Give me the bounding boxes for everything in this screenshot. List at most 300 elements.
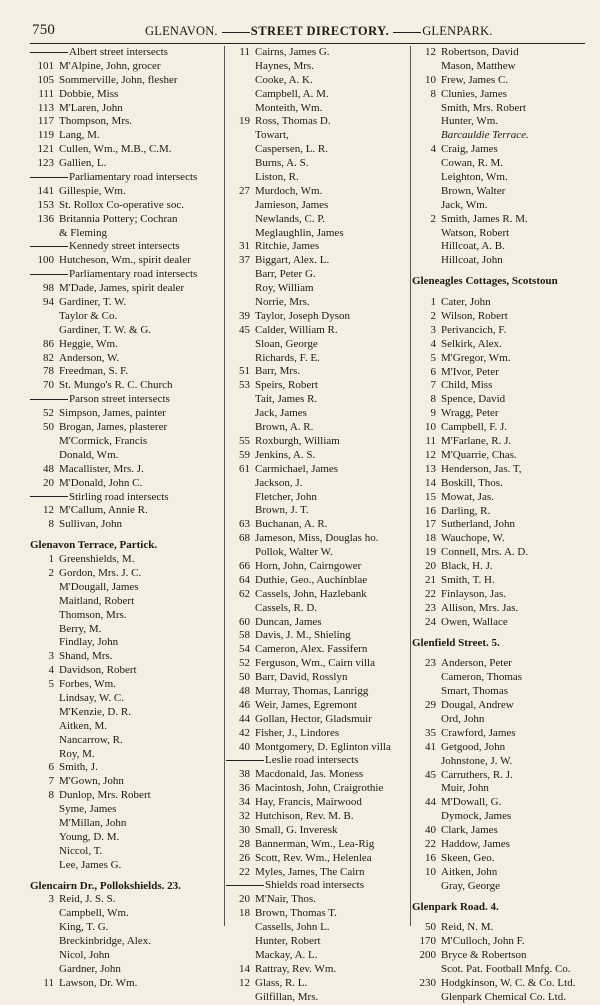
resident-name-continued: Watson, Robert — [441, 226, 510, 239]
directory-entry — [412, 213, 588, 227]
house-number: 6 — [48, 761, 54, 774]
directory-entry — [412, 518, 588, 532]
house-number: 101 — [37, 59, 54, 72]
directory-entry — [226, 407, 409, 421]
resident-name: Brogan, James, plasterer — [59, 421, 168, 434]
directory-entry — [30, 907, 223, 921]
resident-name: Calder, William R. — [255, 323, 338, 336]
resident-name: Lang, M. — [59, 129, 100, 142]
directory-entry — [412, 254, 588, 268]
directory-entry — [30, 817, 223, 831]
resident-name-continued: Newlands, C. P. — [255, 212, 325, 225]
resident-name: Greenshields, M. — [59, 553, 135, 566]
resident-name: Macdonald, Jas. Moness — [255, 768, 364, 781]
directory-entry — [226, 991, 409, 1005]
resident-name: Gollan, Hector, Gladsmuir — [255, 712, 372, 725]
intersection-text: Stirling road intersects — [69, 490, 169, 503]
directory-entry — [30, 921, 223, 935]
house-number: 52 — [43, 407, 54, 420]
resident-name-continued: Aitken, M. — [59, 719, 107, 732]
resident-name-continued: Brown, Walter — [441, 184, 506, 197]
directory-entry — [226, 365, 409, 379]
house-number: 12 — [425, 46, 436, 58]
resident-name: Davis, J. M., Shieling — [255, 629, 351, 642]
directory-entry — [412, 602, 588, 616]
resident-name: Montgomery, D. Eglinton villa — [255, 740, 391, 753]
running-head-title: STREET DIRECTORY. — [250, 24, 390, 38]
resident-name: Smith, J. — [59, 761, 98, 774]
directory-entry — [412, 296, 588, 310]
page-header — [30, 22, 585, 40]
resident-name: Lawson, Dr. Wm. — [59, 976, 138, 989]
directory-entry — [30, 213, 223, 227]
resident-name: Wauchope, W. — [441, 532, 505, 545]
resident-name: Cairns, James G. — [255, 46, 330, 58]
resident-name: M'Alpine, John, grocer — [59, 59, 161, 72]
spacer — [30, 873, 223, 880]
resident-name: Freedman, S. F. — [59, 365, 129, 378]
resident-name: Hutchison, Rev. M. B. — [255, 809, 354, 822]
resident-name-continued: Campbell, A. M. — [255, 87, 329, 100]
directory-entry — [226, 616, 409, 630]
house-number: 10 — [425, 865, 436, 878]
intersect-rule — [30, 399, 68, 400]
resident-name: Dobbie, Miss — [59, 87, 119, 100]
directory-entry — [30, 504, 223, 518]
intersection-text: Kennedy street intersects — [69, 240, 180, 253]
directory-entry — [30, 88, 223, 102]
resident-name: Mowat, Jas. — [441, 490, 494, 503]
house-number: 170 — [419, 935, 436, 948]
house-number: 18 — [425, 532, 436, 545]
directory-entry — [30, 157, 223, 171]
house-number: 2 — [48, 566, 54, 579]
house-number: 16 — [425, 851, 436, 864]
resident-name: Ross, Thomas D. — [255, 115, 331, 128]
resident-name-continued: Gray, George — [441, 879, 500, 892]
directory-entry — [412, 949, 588, 963]
resident-name-continued: Glenpark Chemical Co. Ltd. — [441, 990, 566, 1003]
directory-entry — [226, 574, 409, 588]
resident-name-continued: Maitland, Robert — [59, 594, 135, 607]
resident-name-continued: Hillcoat, John — [441, 254, 503, 267]
resident-name: St. Mungo's R. C. Church — [59, 379, 173, 392]
house-number: 14 — [239, 962, 250, 975]
resident-name: Duncan, James — [255, 615, 322, 628]
resident-name: Glass, R. L. — [255, 976, 308, 989]
house-number: 2 — [430, 310, 436, 323]
house-number: 153 — [37, 198, 54, 211]
house-number: 121 — [37, 143, 54, 156]
resident-name-continued: M'Dougall, James — [59, 580, 139, 593]
directory-entry — [412, 379, 588, 393]
resident-name: Perivancich, F. — [441, 323, 507, 336]
terrace-subheading — [412, 129, 588, 143]
directory-entry — [412, 838, 588, 852]
directory-entry — [226, 921, 409, 935]
house-number: 40 — [239, 740, 250, 753]
resident-name: Duthie, Geo., Auchinblae — [255, 573, 368, 586]
directory-entry — [412, 74, 588, 88]
directory-entry — [226, 838, 409, 852]
house-number: 24 — [425, 615, 436, 628]
resident-name: M'Culloch, John F. — [441, 935, 525, 948]
directory-entry — [412, 755, 588, 769]
intersection-note — [30, 393, 223, 407]
resident-name: Aitken, John — [441, 865, 498, 878]
resident-name: Boskill, Thos. — [441, 476, 503, 489]
intersection-text: Shields road intersects — [265, 879, 364, 892]
resident-name: Jenkins, A. S. — [255, 448, 316, 461]
directory-entry — [226, 60, 409, 74]
directory-entry — [412, 782, 588, 796]
directory-entry — [30, 734, 223, 748]
directory-entry — [30, 720, 223, 734]
resident-name: Macallister, Mrs. J. — [59, 462, 144, 475]
house-number: 78 — [43, 365, 54, 378]
resident-name: Anderson, Peter — [441, 657, 512, 670]
resident-name-continued: Taylor & Co. — [59, 309, 118, 322]
directory-entry — [30, 692, 223, 706]
resident-name: Barr, David, Rosslyn — [255, 671, 348, 684]
directory-entry — [226, 324, 409, 338]
resident-name-continued: Cameron, Thomas — [441, 671, 523, 684]
resident-name-continued: Monteith, Wm. — [255, 101, 323, 114]
house-number: 32 — [239, 809, 250, 822]
directory-entry — [412, 532, 588, 546]
resident-name: Black, H. J. — [441, 560, 493, 573]
house-number: 62 — [239, 587, 250, 600]
directory-entry — [226, 88, 409, 102]
directory-entry — [412, 463, 588, 477]
house-number: 141 — [37, 184, 54, 197]
directory-entry — [30, 129, 223, 143]
resident-name: Connell, Mrs. A. D. — [441, 546, 529, 559]
resident-name: Britannia Pottery; Cochran — [59, 212, 178, 225]
resident-name: Owen, Wallace — [441, 615, 508, 628]
intersection-text: Parliamentary road intersects — [69, 171, 198, 184]
directory-entry — [226, 518, 409, 532]
house-number: 11 — [43, 976, 54, 989]
page-number: 750 — [32, 22, 56, 38]
resident-name: M'Nair, Thos. — [255, 893, 316, 906]
spacer — [412, 914, 588, 921]
house-number: 7 — [430, 379, 436, 392]
directory-entry — [412, 699, 588, 713]
resident-name: Heggie, Wm. — [59, 337, 118, 350]
directory-entry — [412, 421, 588, 435]
house-number: 21 — [425, 573, 436, 586]
directory-entry — [226, 532, 409, 546]
terrace-subheading-text: Barcauldie Terrace. — [441, 129, 529, 142]
resident-name: Gallien, L. — [59, 157, 107, 170]
resident-name-continued: Roy, William — [255, 282, 314, 295]
directory-entry — [226, 129, 409, 143]
house-number: 123 — [37, 157, 54, 170]
directory-entry — [30, 845, 223, 859]
house-number: 54 — [239, 643, 250, 656]
house-number: 50 — [43, 421, 54, 434]
resident-name: Clark, James — [441, 824, 498, 837]
directory-entry — [412, 505, 588, 519]
resident-name-continued: Cassels, R. D. — [255, 601, 318, 614]
running-head — [145, 24, 493, 39]
house-number: 46 — [239, 698, 250, 711]
house-number: 1 — [430, 296, 436, 309]
intersection-note — [30, 171, 223, 185]
directory-entry — [412, 866, 588, 880]
resident-name-continued: Lee, James G. — [59, 858, 122, 871]
resident-name-continued: Meglaughlin, James — [255, 226, 344, 239]
directory-entry — [30, 831, 223, 845]
directory-entry — [226, 935, 409, 949]
house-number: 55 — [239, 434, 250, 447]
resident-name-continued: Ord, John — [441, 712, 485, 725]
directory-entry — [30, 463, 223, 477]
resident-name-continued: Gilfillan, Mrs. — [255, 990, 319, 1003]
resident-name: M'Dade, James, spirit dealer — [59, 282, 185, 295]
resident-name-continued: Tait, James R. — [255, 393, 318, 406]
directory-entry — [226, 699, 409, 713]
directory-entry — [30, 553, 223, 567]
directory-entry — [226, 602, 409, 616]
resident-name: Rattray, Rev. Wm. — [255, 962, 337, 975]
house-number: 113 — [37, 101, 54, 114]
resident-name-continued: Barr, Peter G. — [255, 268, 316, 281]
resident-name: Reid, N. M. — [441, 921, 494, 934]
directory-entry — [226, 421, 409, 435]
house-number: 58 — [239, 629, 250, 642]
resident-name: Wragg, Peter — [441, 407, 499, 420]
resident-name: Wilson, Robert — [441, 310, 508, 323]
house-number: 13 — [425, 462, 436, 475]
directory-entry — [412, 310, 588, 324]
house-number: 94 — [43, 296, 54, 309]
directory-entry — [412, 393, 588, 407]
intersect-rule — [30, 246, 68, 247]
resident-name: Allison, Mrs. Jas. — [441, 601, 519, 614]
intersection-text: Parson street intersects — [69, 393, 170, 406]
directory-entry — [30, 761, 223, 775]
house-number: 18 — [239, 907, 250, 920]
directory-entry — [30, 379, 223, 393]
resident-name: Carmichael, James — [255, 462, 339, 475]
directory-entry — [30, 352, 223, 366]
intersect-rule — [30, 52, 68, 53]
resident-name: M'Dowall, G. — [441, 796, 502, 809]
directory-entry — [30, 748, 223, 762]
resident-name: Roxburgh, William — [255, 434, 340, 447]
resident-name-continued: Cooke, A. K. — [255, 73, 313, 86]
directory-entry — [30, 115, 223, 129]
header-divider — [30, 43, 585, 44]
house-number: 2 — [430, 212, 436, 225]
directory-entry — [412, 185, 588, 199]
resident-name: Bannerman, Wm., Lea-Rig — [255, 837, 375, 850]
directory-entry — [226, 893, 409, 907]
house-number: 68 — [239, 532, 250, 545]
resident-name: Reid, J. S. S. — [59, 893, 116, 906]
house-number: 9 — [430, 407, 436, 420]
directory-entry — [412, 46, 588, 60]
intersect-rule — [226, 760, 264, 761]
resident-name: Spence, David — [441, 393, 506, 406]
house-number: 22 — [425, 587, 436, 600]
house-number: 63 — [239, 518, 250, 531]
house-number: 28 — [239, 837, 250, 850]
house-number: 44 — [425, 796, 436, 809]
header-rule — [393, 32, 421, 33]
directory-entry — [226, 310, 409, 324]
resident-name: Child, Miss — [441, 379, 493, 392]
directory-entry — [226, 435, 409, 449]
house-number: 51 — [239, 365, 250, 378]
house-number: 8 — [430, 393, 436, 406]
directory-entry — [226, 977, 409, 991]
resident-name-continued: Jack, James — [255, 407, 307, 420]
intersection-note — [30, 46, 223, 60]
directory-entry — [412, 671, 588, 685]
directory-entry — [226, 213, 409, 227]
directory-entry — [226, 74, 409, 88]
directory-entry — [226, 171, 409, 185]
resident-name: Gordon, Mrs. J. C. — [59, 566, 142, 579]
house-number: 34 — [239, 796, 250, 809]
directory-entry — [226, 504, 409, 518]
directory-entry — [412, 477, 588, 491]
directory-entry — [30, 775, 223, 789]
directory-entry — [30, 977, 223, 991]
directory-entry — [30, 664, 223, 678]
resident-name-continued: Thomson, Mrs. — [59, 608, 127, 621]
directory-entry — [226, 768, 409, 782]
resident-name-continued: Niccol, T. — [59, 844, 103, 857]
resident-name: Finlayson, Jas. — [441, 587, 507, 600]
resident-name: Fisher, J., Lindores — [255, 726, 340, 739]
resident-name-continued: Brown, A. R. — [255, 421, 314, 434]
directory-entry — [226, 199, 409, 213]
directory-entry — [412, 199, 588, 213]
house-number: 10 — [425, 421, 436, 434]
intersect-rule — [30, 177, 68, 178]
house-number: 11 — [239, 46, 250, 58]
directory-entry — [412, 713, 588, 727]
directory-entry — [226, 546, 409, 560]
house-number: 48 — [239, 684, 250, 697]
house-number: 70 — [43, 379, 54, 392]
resident-name: M'Quarrie, Chas. — [441, 448, 517, 461]
resident-name: Haddow, James — [441, 837, 510, 850]
directory-entry — [412, 769, 588, 783]
resident-name-continued: Scot. Pat. Football Mnfg. Co. — [441, 963, 571, 976]
directory-entry — [412, 491, 588, 505]
house-number: 36 — [239, 782, 250, 795]
house-number: 23 — [425, 601, 436, 614]
resident-name: Davidson, Robert — [59, 664, 137, 677]
house-number: 41 — [425, 740, 436, 753]
street-heading: Glenavon Terrace, Partick. — [30, 539, 158, 552]
resident-name: M'Farlane, R. J. — [441, 435, 512, 448]
resident-name: Simpson, James, painter — [59, 407, 166, 420]
house-number: 4 — [430, 143, 436, 156]
house-number: 17 — [425, 518, 436, 531]
house-number: 3 — [48, 893, 54, 906]
directory-entry — [412, 60, 588, 74]
house-number: 20 — [43, 476, 54, 489]
resident-name-continued: Hunter, Wm. — [441, 115, 499, 128]
directory-entry — [30, 60, 223, 74]
directory-entry — [412, 741, 588, 755]
house-number: 52 — [239, 657, 250, 670]
directory-entry — [412, 560, 588, 574]
intersection-note — [30, 240, 223, 254]
resident-name: Murdoch, Wm. — [255, 184, 323, 197]
directory-entry — [412, 616, 588, 630]
directory-entry — [412, 824, 588, 838]
directory-entry — [226, 491, 409, 505]
directory-entry — [226, 713, 409, 727]
resident-name: Brown, Thomas T. — [255, 907, 337, 920]
directory-entry — [226, 46, 409, 60]
directory-entry — [30, 567, 223, 581]
house-number: 37 — [239, 254, 250, 267]
resident-name: Myles, James, The Cairn — [255, 865, 365, 878]
resident-name-continued: Cowan, R. M. — [441, 157, 504, 170]
house-number: 8 — [430, 87, 436, 100]
resident-name: Forbes, Wm. — [59, 678, 116, 691]
running-head-right: GLENPARK. — [422, 24, 493, 38]
directory-entry — [30, 609, 223, 623]
resident-name: Hay, Francis, Mairwood — [255, 796, 362, 809]
directory-entry — [412, 157, 588, 171]
directory-entry — [30, 595, 223, 609]
directory-entry — [30, 102, 223, 116]
directory-entry — [226, 102, 409, 116]
house-number: 86 — [43, 337, 54, 350]
house-number: 4 — [430, 337, 436, 350]
house-number: 40 — [425, 824, 436, 837]
house-number: 15 — [425, 490, 436, 503]
resident-name: Clunies, James — [441, 87, 507, 100]
directory-entry — [412, 227, 588, 241]
directory-entry — [30, 338, 223, 352]
directory-entry — [412, 546, 588, 560]
directory-entry — [226, 741, 409, 755]
house-number: 5 — [48, 678, 54, 691]
directory-entry — [30, 963, 223, 977]
resident-name: Darling, R. — [441, 504, 491, 517]
resident-name-continued: Berry, M. — [59, 622, 102, 635]
directory-entry — [30, 581, 223, 595]
directory-entry — [30, 254, 223, 268]
directory-entry — [226, 963, 409, 977]
directory-entry — [226, 463, 409, 477]
house-number: 53 — [239, 379, 250, 392]
resident-name: Dunlop, Mrs. Robert — [59, 789, 151, 802]
resident-name-continued: Syme, James — [59, 803, 117, 816]
directory-entry — [30, 282, 223, 296]
house-number: 59 — [239, 448, 250, 461]
directory-entry — [412, 352, 588, 366]
intersection-text: Leslie road intersects — [265, 754, 359, 767]
directory-entry — [30, 518, 223, 532]
directory-entry — [412, 115, 588, 129]
house-number: 39 — [239, 309, 250, 322]
directory-entry — [226, 824, 409, 838]
directory-entry — [30, 636, 223, 650]
resident-name: M'Donald, John C. — [59, 476, 143, 489]
directory-entry — [412, 963, 588, 977]
